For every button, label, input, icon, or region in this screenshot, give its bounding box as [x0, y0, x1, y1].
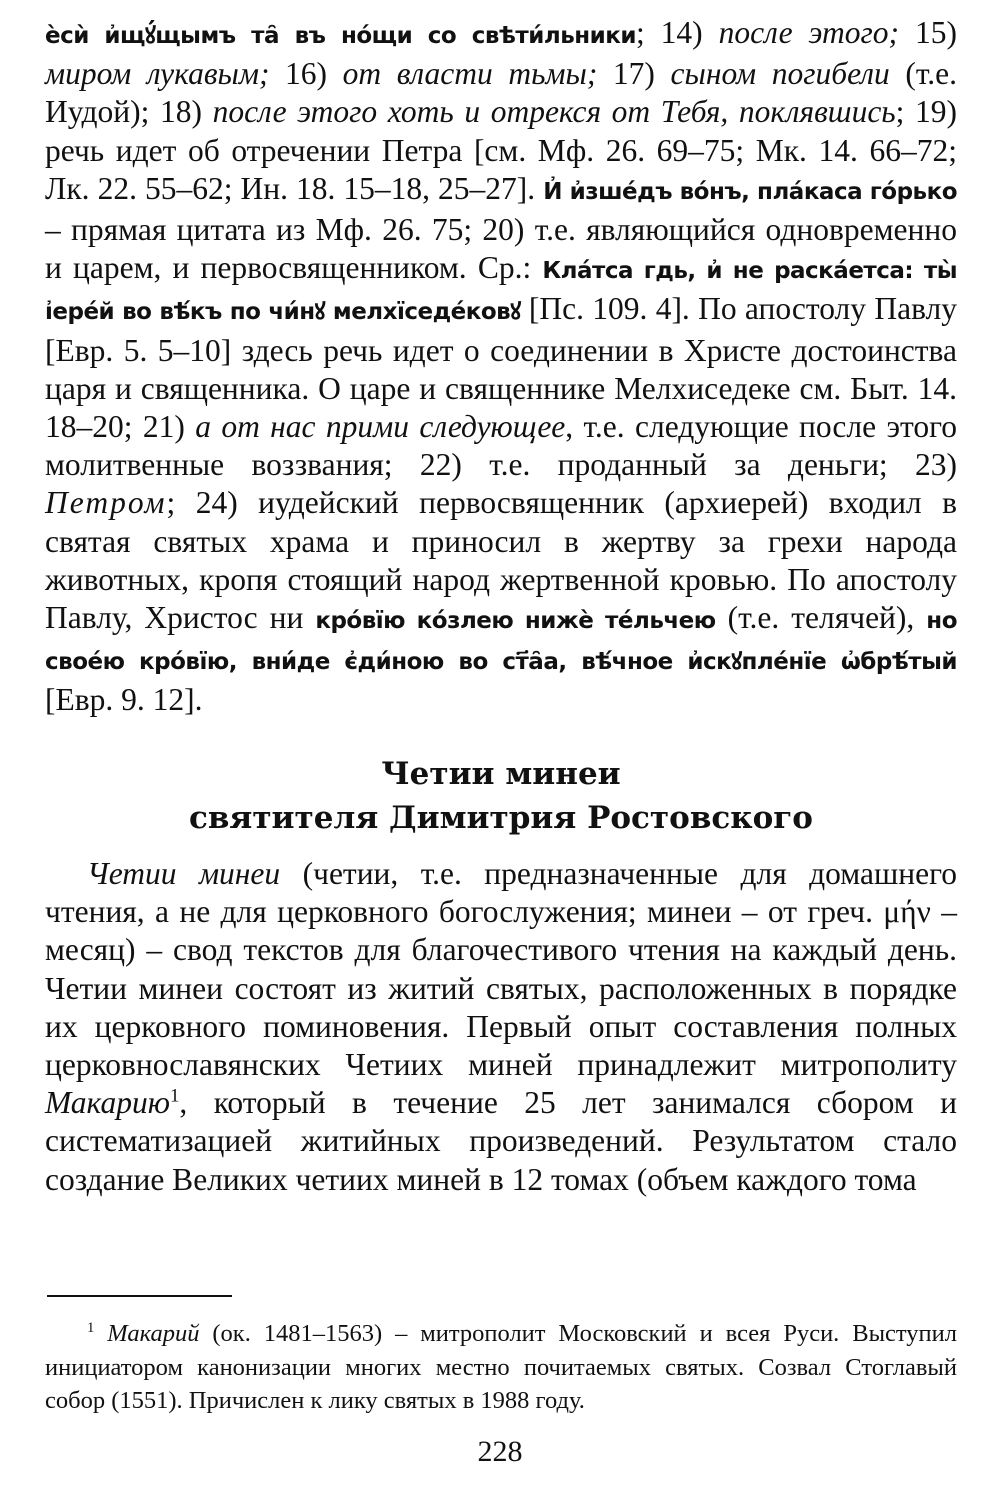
commentary-text: (т.е. Иудой); 18) — [45, 56, 957, 130]
section-heading — [45, 752, 957, 840]
commentary-text: (т.е. телячей), — [715, 600, 927, 636]
italic-gloss: миром лукавым; — [45, 56, 270, 92]
section-body — [45, 855, 957, 1199]
church-slavonic-quote: ѐсѝ и҆щꙋ́щымъ та̑ въ но́щи со свѣти́льники — [45, 23, 636, 49]
heading-line-1: Четии минеи — [381, 756, 621, 792]
footnote — [45, 1317, 957, 1418]
commentary-text: [Пс. 109. 4]. По апостолу Павлу [Евр. 5. 5–10] здесь речь идет о соединении в Христе достоинства царя и священника. О царе и священнике Мелхиседеке см. Быт. 14. 18–20; 21) — [45, 291, 957, 445]
page-body — [45, 14, 957, 720]
person-name: Макарию — [45, 1085, 170, 1121]
church-slavonic-quote: Кла́тса гдь, и҆ не раска́етса: ты̀ і҆ере́й во вѣ́къ по чи́нꙋ мелхїседе́ковꙋ — [45, 258, 957, 326]
commentary-text: 15) — [899, 15, 957, 50]
commentary-text: 16) — [269, 56, 343, 92]
body-paragraph — [45, 855, 957, 1199]
commentary-text: ; 19) речь идет об отречении Петра [см. Мф. 26. 69–75; Мк. 14. 66–72; Лк. 22. 55–62; Ин. 18. 15–18, 25–27]. — [45, 94, 957, 206]
heading-line-2: святителя Димитрия Ростовского — [189, 800, 813, 836]
commentary-text: [Евр. 9. 12]. — [45, 682, 203, 718]
body-text-1: (четии, т.е. предназначенные для домашнего чтения, а не для церковного богослужения; минеи – от греч. μήν – месяц) – свод текстов для благочестивого чтения на каждый день. Четии минеи состоят из житий святых, расположенных в порядке их церковного поминовения. Первый опыт составления полных церковнославянских Четиих миней принадлежит митрополиту — [45, 856, 957, 1083]
body-text-2: , который в течение 25 лет занимался сбором и систематизацией житийных произведений. Результатом стало создание Великих четиих миней в 12 томах (объем каждого тома — [45, 1085, 957, 1197]
church-slavonic-quote: но свое́ю кро́вїю, вни́де є҆ди́ною во ст҃а̑а, вѣ́чное и҆скꙋпле́нїе ѡ҆брѣ́тый — [45, 608, 957, 676]
footnote-text: (ок. 1481–1563) – митрополит Московский и всея Руси. Выступил инициатором канонизации многих местно почитаемых святых. Созвал Стоглавый собор (1551). Причислен к лику святых в 1988 году. — [45, 1320, 958, 1414]
italic-gloss: после этого хоть и отрекся от Тебя, поклявшись — [212, 94, 896, 130]
footnote-divider — [47, 1295, 232, 1297]
commentary-text: – прямая цитата из Мф. 26. 75; 20) т.е. являющийся одновременно и царем, и первосвященником. Ср.: — [45, 212, 957, 286]
church-slavonic-quote: кро́вїю ко́злею нижѐ те́льчею — [315, 608, 716, 635]
term: Четии минеи — [87, 856, 281, 891]
commentary-text: ; 14) — [635, 15, 719, 50]
footnote-mark: 1 — [87, 1319, 95, 1336]
commentary-paragraph — [45, 14, 957, 720]
italic-gloss: Петром — [45, 485, 167, 521]
commentary-text: ; 24) иудейский первосвященник (архиерей) входил в святая святых храма и приносил в жертву за грехи народа животных, кропя стоящий народ жертвенной кровью. По апостолу Павлу, Христос ни — [45, 485, 957, 636]
italic-gloss: сыном погибели — [670, 56, 890, 92]
church-slavonic-quote: И҆ и҆зше́дъ во́нъ, пла́каса го́рько — [543, 178, 957, 205]
italic-gloss: а от нас прими следующее — [195, 409, 566, 445]
footnote-reference[interactable]: 1 — [169, 1085, 180, 1107]
italic-gloss: от власти тьмы; — [342, 56, 598, 92]
commentary-text: , т.е. следующие после этого молитвенные воззвания; 22) т.е. проданный за деньги; 23) — [45, 409, 957, 483]
page-number: 228 — [477, 1435, 523, 1468]
footnote-name: Макарий — [107, 1320, 200, 1347]
italic-gloss: после этого; — [718, 15, 900, 50]
commentary-text: 17) — [597, 56, 671, 92]
